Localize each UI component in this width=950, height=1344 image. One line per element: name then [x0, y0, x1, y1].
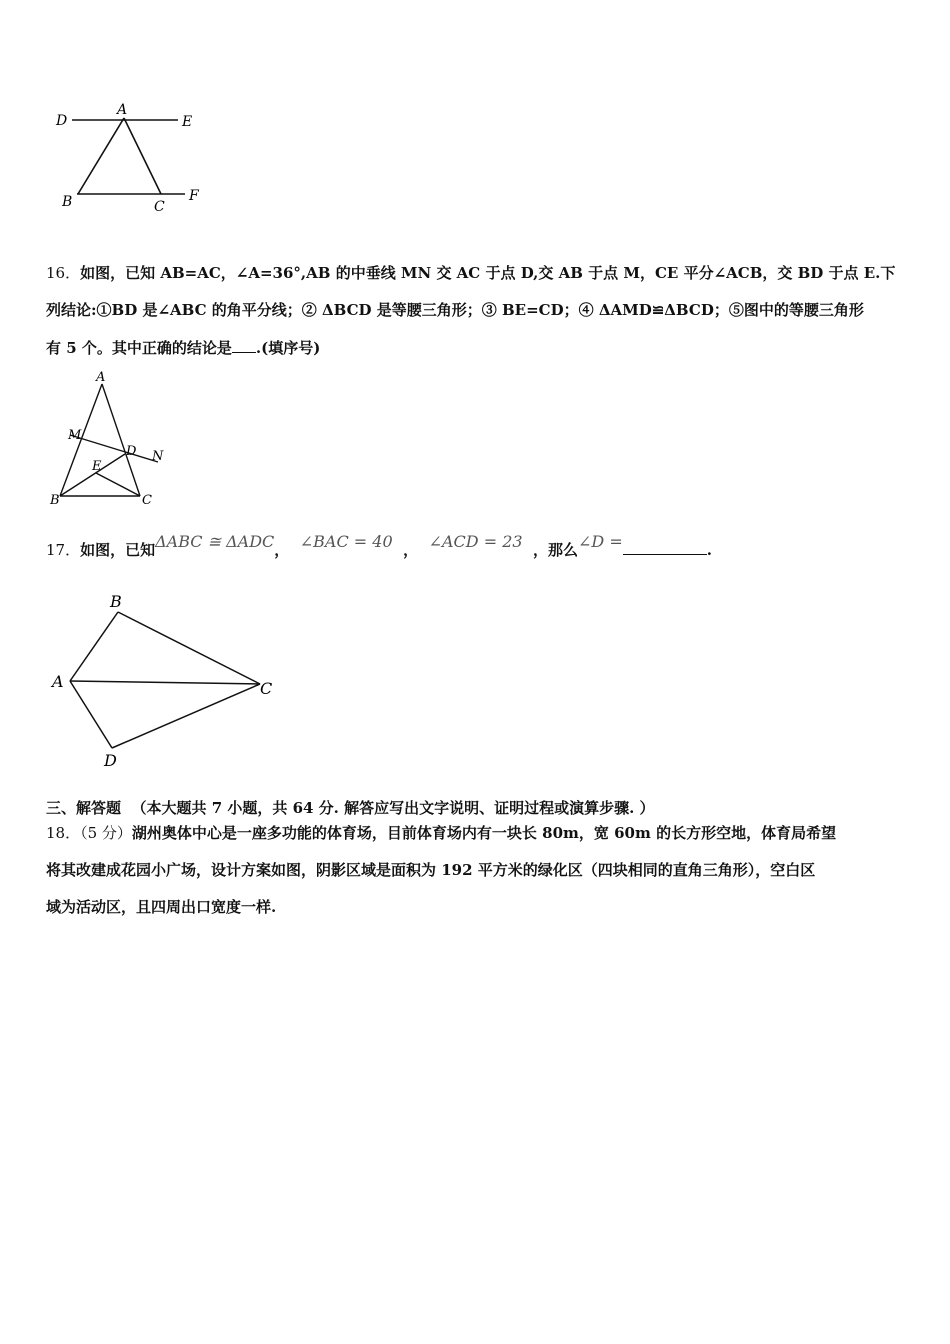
label-D: D	[56, 113, 68, 129]
label-E: E	[182, 114, 193, 130]
q18-line-1	[46, 822, 836, 843]
q18-score: （5 分）	[80, 824, 132, 842]
segment-AC	[70, 681, 260, 684]
q16-text-2: 列结论:①BD 是∠ABC 的角平分线；② ΔBCD 是等腰三角形；③ BE=CD；④ ΔAMD≌ΔBCD；⑤图中的等腰三角形	[46, 301, 864, 319]
q18-text-2: 将其改建成花园小广场，设计方案如图，阴影区域是面积为 192 平方米的绿化区（四块相同的直角三角形），空白区	[46, 861, 816, 879]
label-A: A	[96, 370, 106, 385]
label-A: A	[117, 102, 128, 118]
label-A: A	[52, 672, 64, 691]
label-D: D	[104, 751, 117, 770]
q17-sep-1: ，	[274, 541, 290, 559]
segment-BC	[118, 612, 260, 684]
q16-line-3	[46, 337, 320, 358]
segment-DC	[112, 684, 260, 748]
segment-AB	[78, 118, 124, 194]
figure-16-triangle	[46, 368, 176, 508]
label-D: D	[126, 444, 137, 459]
q17-expr-bac: ∠BAC = 40	[299, 532, 393, 551]
q18-line-3	[46, 896, 276, 917]
q17-answer-blank[interactable]	[623, 542, 707, 555]
section-3-title: 三、解答题	[46, 799, 122, 817]
label-B: B	[62, 194, 73, 210]
label-N: N	[152, 449, 164, 464]
q18-text-3: 域为活动区，且四周出口宽度一样.	[46, 898, 277, 916]
q17-expr-acd: ∠ACD = 23	[428, 532, 523, 551]
q17-pre: 如图，已知	[80, 541, 156, 559]
figure-17-quadrilateral	[48, 588, 288, 778]
q18-text-1: 湖州奥体中心是一座多功能的体育场，目前体育场内有一块长 80m，宽 60m 的长方形空地，体育局希望	[131, 824, 837, 842]
label-M: M	[68, 428, 82, 443]
q18-number: 18．	[46, 824, 81, 842]
q17-sep-3: ，那么	[533, 541, 579, 559]
q17-line	[46, 532, 712, 560]
q16-answer-blank[interactable]	[232, 340, 256, 353]
line-MN	[70, 435, 158, 462]
section-3-heading	[46, 797, 655, 818]
q16-text-3: 有 5 个。其中正确的结论是	[46, 339, 232, 357]
q17-expr-congruent: ΔABC ≅ ΔADC	[155, 532, 275, 551]
q16-line-1	[46, 262, 895, 283]
q17-number: 17．	[46, 541, 81, 559]
segment-AB	[70, 612, 118, 681]
label-B: B	[50, 493, 60, 508]
q16-line-2	[46, 299, 864, 320]
label-C: C	[142, 493, 152, 508]
figure-15-triangle	[50, 98, 230, 218]
label-F: F	[189, 188, 199, 204]
q16-text-3b: .(填序号)	[255, 339, 321, 357]
q17-post: .	[706, 541, 712, 559]
q16-number: 16．	[46, 264, 81, 282]
q17-sep-2: ，	[403, 541, 419, 559]
q16-text-1: 如图，已知 AB=AC，∠A=36°,AB 的中垂线 MN 交 AC 于点 D,交 AB 于点 M，CE 平分∠ACB，交 BD 于点 E.下	[80, 264, 896, 282]
segment-AD	[70, 681, 112, 748]
label-B: B	[110, 592, 122, 611]
segment-AC	[124, 118, 161, 194]
q18-line-2	[46, 859, 815, 880]
q17-expr-d: ∠D =	[578, 532, 623, 551]
label-C: C	[260, 679, 273, 698]
label-E: E	[92, 459, 102, 474]
section-3-note: （本大题共 7 小题，共 64 分. 解答应写出文字说明、证明过程或演算步骤. ）	[131, 799, 655, 817]
label-C: C	[154, 199, 165, 215]
